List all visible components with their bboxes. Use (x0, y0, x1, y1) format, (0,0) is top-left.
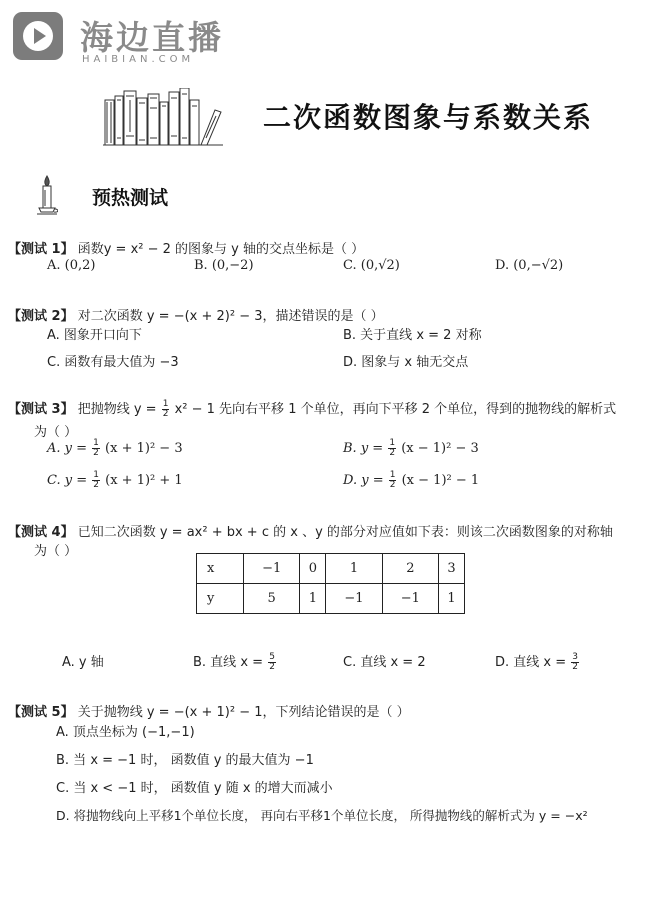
q2-option-d: D. 图象与 x 轴无交点 (343, 355, 469, 370)
q2-option-a: A. 图象开口向下 (47, 328, 142, 343)
table-cell: −1 (382, 584, 438, 614)
q4-option-b: B. 直线 x = $\frac{5}{2}$ (193, 652, 275, 672)
logo-brand-en: HAIBIAN.COM (82, 54, 195, 65)
question-5-tag: 【测试 5】 (8, 705, 74, 720)
value-table (196, 553, 465, 614)
table-cell: −1 (244, 554, 300, 584)
q1-option-a: A. (0,2) (47, 258, 96, 273)
table-row (197, 554, 465, 584)
table-cell: 5 (244, 584, 300, 614)
table-row (197, 584, 465, 614)
question-1 (8, 238, 364, 257)
q3-option-a: A. y = $\frac{1}{2}$ (x + 1)² − 3 (47, 438, 183, 458)
table-cell: 0 (300, 554, 326, 584)
question-4-line2: 为（ ） (34, 544, 78, 559)
table-cell: 1 (326, 554, 382, 584)
table-cell: y (197, 584, 244, 614)
q1-option-d: D. (0,−√2) (495, 258, 564, 273)
question-3-tag: 【测试 3】 (8, 402, 74, 417)
page-title: 二次函数图象与系数关系 (263, 101, 594, 134)
question-4-text: 已知二次函数 y = ax² + bx + c 的 x 、y 的部分对应值如下表：则该二次函数图象的对称轴 (77, 525, 613, 540)
table-cell: x (197, 554, 244, 584)
q4-option-a: A. y 轴 (62, 655, 104, 670)
section-title: 预热测试 (92, 187, 169, 209)
question-2-tag: 【测试 2】 (8, 309, 74, 324)
q5-option-c: C. 当 x < −1 时， 函数值 y 随 x 的增大而减小 (56, 781, 333, 796)
table-cell: 1 (439, 584, 465, 614)
fraction-one-half: $\frac{1}{2}$ (162, 399, 169, 419)
q5-option-b: B. 当 x = −1 时， 函数值 y 的最大值为 −1 (56, 753, 314, 768)
question-3-text-pre: 把抛物线 y = (77, 402, 157, 417)
question-5-text: 关于抛物线 y = −(x + 1)² − 1，下列结论错误的是（ ） (77, 705, 410, 720)
question-3-text-post: x² − 1 先向右平移 1 个单位，再向下平移 2 个单位，得到的抛物线的解析式 (174, 402, 617, 417)
q4-option-d: D. 直线 x = $\frac{3}{2}$ (495, 652, 579, 672)
question-4-tag: 【测试 4】 (8, 525, 74, 540)
candle-icon (36, 174, 58, 222)
question-2 (8, 305, 384, 324)
q3-option-c: C. y = $\frac{1}{2}$ (x + 1)² + 1 (47, 470, 183, 490)
question-2-text: 对二次函数 y = −(x + 2)² − 3，描述错误的是（ ） (77, 309, 384, 324)
question-1-tag: 【测试 1】 (8, 242, 74, 257)
question-1-text: 函数y = x² − 2 的图象与 y 轴的交点坐标是（ ） (77, 242, 365, 257)
question-3 (8, 398, 616, 419)
q5-option-d: D. 将抛物线向上平移1个单位长度， 再向右平移1个单位长度， 所得抛物线的解析式为 y = −x² (56, 808, 588, 823)
table-cell: 1 (300, 584, 326, 614)
table-cell: −1 (326, 584, 382, 614)
q1-option-b: B. (0,−2) (194, 258, 254, 273)
logo-play-icon (13, 12, 63, 60)
table-cell: 3 (439, 554, 465, 584)
logo-brand-cn: 海边直播 (80, 18, 224, 57)
question-3-line2: 为（ ） (34, 425, 78, 440)
q1-option-c: C. (0,√2) (343, 258, 400, 273)
q2-option-b: B. 关于直线 x = 2 对称 (343, 328, 482, 343)
question-5 (8, 701, 410, 720)
q3-option-d: D. y = $\frac{1}{2}$ (x − 1)² − 1 (343, 470, 480, 490)
q2-option-c: C. 函数有最大值为 −3 (47, 355, 179, 370)
table-cell: 2 (382, 554, 438, 584)
question-4 (8, 521, 613, 540)
q5-option-a: A. 顶点坐标为 (−1,−1) (56, 725, 195, 740)
books-illustration (103, 88, 223, 152)
q3-option-b: B. y = $\frac{1}{2}$ (x − 1)² − 3 (343, 438, 479, 458)
q4-option-c: C. 直线 x = 2 (343, 655, 426, 670)
